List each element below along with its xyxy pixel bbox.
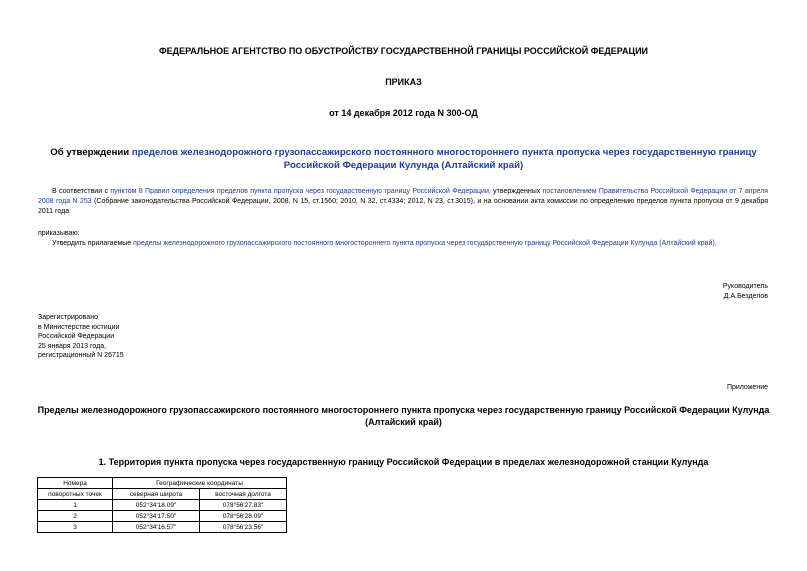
row-latitude: 052°34'17.50": [113, 511, 200, 522]
row-number: 1: [38, 500, 113, 511]
order-link-limits[interactable]: пределы железнодорожного грузопассажирского постоянного многостороннего пункта пропуска через государственную границу Российской Федерации Кулунда (Алтайский край): [133, 240, 715, 247]
table-header-row-1: [38, 478, 287, 489]
row-number: 3: [38, 522, 113, 533]
preamble-text-3: (Собрание законодательства Российской Федерации, 2008, N 15, ст.1560; 2010, N 32, ст.4334; 2012, N 23, ст.3015), и на основании акта комиссии по определению пределов пункта пропуска от 9 декабря 2011 года: [38, 197, 769, 215]
registration-line-3: Российской Федерации: [38, 333, 115, 340]
doc-type-heading: ПРИКАЗ: [385, 77, 422, 87]
appendix-label: Приложение: [726, 384, 768, 391]
table-row: [38, 500, 287, 511]
preamble-text-1: В соответствии с: [52, 188, 111, 195]
registration-line-4: 25 января 2013 года,: [38, 342, 107, 350]
signature-name: Д.А.Безделов: [723, 293, 768, 300]
appendix-title: Пределы железнодорожного грузопассажирского постоянного многостороннего пункта пропуска через государственную границу Российской Федерации Кулунда (Алтайский край): [37, 405, 770, 427]
header-geo-coordinates: Географические координаты: [113, 478, 287, 489]
row-longitude: 078°56'23.56": [200, 522, 287, 533]
header-number-1: Номера: [38, 478, 113, 489]
order-title-prefix: Об утверждении: [50, 147, 132, 158]
header-latitude: северная широта: [113, 489, 200, 500]
registration-line-1: Зарегистрировано: [38, 314, 98, 321]
section-1-heading: 1. Территория пункта пропуска через государственную границу Российской Федерации в пределах железнодорожной станции Кулунда: [98, 457, 709, 467]
order-word: приказываю:: [38, 230, 80, 237]
order-title-link[interactable]: пределов железнодорожного грузопассажирского постоянного многостороннего пункта пропуска через государственную границу Российской Федерации Кулунда (Алтайский край): [131, 147, 757, 171]
order-title: [30, 147, 777, 172]
preamble-paragraph: [38, 187, 768, 216]
row-latitude: 052°34'18.09": [113, 500, 200, 511]
registration-line-2: в Министерстве юстиции: [38, 323, 120, 331]
coordinates-table: [37, 477, 287, 533]
table-row: [38, 511, 287, 522]
order-text-1: Утвердить прилагаемые: [52, 240, 134, 247]
table-header-row-2: [38, 489, 287, 500]
order-paragraph: [52, 239, 772, 249]
registration-block: [38, 313, 124, 361]
row-number: 2: [38, 511, 113, 522]
agency-heading: ФЕДЕРАЛЬНОЕ АГЕНТСТВО ПО ОБУСТРОЙСТВУ ГОСУДАРСТВЕННОЙ ГРАНИЦЫ РОССИЙСКОЙ ФЕДЕРАЦИИ: [158, 46, 649, 56]
header-number-2: поворотных точек: [38, 489, 113, 500]
row-longitude: 078°56'27.83": [200, 500, 287, 511]
signature-role: Руководитель: [722, 283, 768, 290]
table-row: [38, 522, 287, 533]
order-text-2: .: [714, 240, 717, 247]
registration-line-5: регистрационный N 26715: [38, 352, 124, 359]
preamble-link-rules[interactable]: пунктом 8 Правил определения пределов пункта пропуска через государственную границу Российской Федерации: [110, 188, 489, 195]
date-number-heading: от 14 декабря 2012 года N 300-ОД: [329, 108, 478, 118]
row-longitude: 078°56'28.09": [200, 511, 287, 522]
preamble-link-resolution[interactable]: постановлением Правительства Российской Федерации от 7 апреля 2008 года N 253: [38, 188, 769, 205]
header-longitude: восточная долгота: [200, 489, 287, 500]
preamble-text-2: , утвержденных: [488, 188, 543, 195]
row-latitude: 052°34'16.57": [113, 522, 200, 533]
